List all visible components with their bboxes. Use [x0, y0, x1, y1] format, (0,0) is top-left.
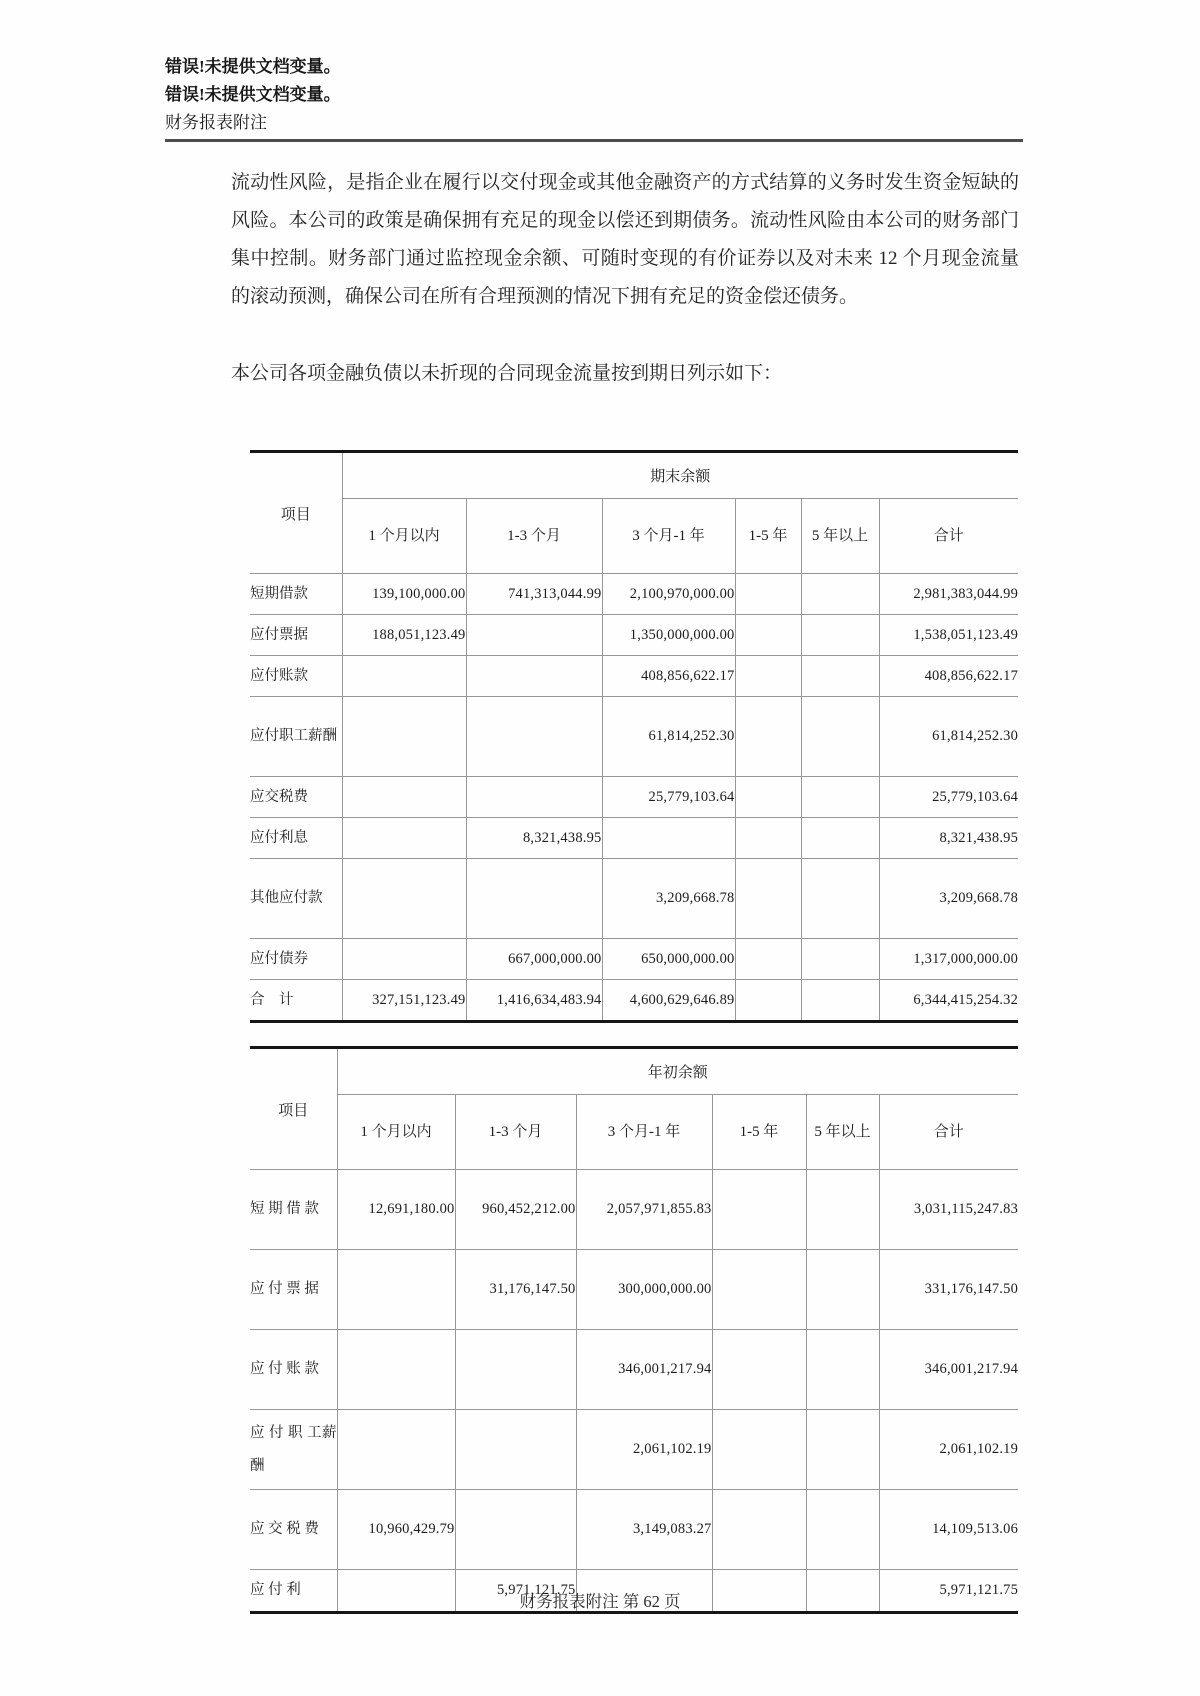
table-cell: 667,000,000.00: [466, 939, 602, 980]
table-cell: [801, 574, 879, 615]
t1-col-header: 1-5 年: [735, 499, 801, 574]
table-cell: [712, 1410, 806, 1490]
row-label: 短期借款: [250, 574, 342, 615]
table-cell: [342, 818, 466, 859]
table-cell: 8,321,438.95: [879, 818, 1018, 859]
table-cell: 25,779,103.64: [879, 777, 1018, 818]
row-label: 应 付 账 款: [250, 1330, 337, 1410]
table-row: [250, 777, 1018, 818]
t2-col-header: 3 个月-1 年: [576, 1095, 712, 1170]
table-cell: 5,971,121.75: [455, 1570, 576, 1613]
t1-item-header: 项目: [250, 452, 342, 574]
table-cell: [801, 656, 879, 697]
row-label: 应付利息: [250, 818, 342, 859]
paragraph-table-intro: 本公司各项金融负债以未折现的合同现金流量按到期日列示如下：: [231, 363, 783, 384]
row-label: 短 期 借 款: [250, 1170, 337, 1250]
table-cell: 1,317,000,000.00: [879, 939, 1018, 980]
table-cell: 650,000,000.00: [602, 939, 735, 980]
table-row: [250, 1410, 1018, 1490]
table-cell: 1,350,000,000.00: [602, 615, 735, 656]
table-cell: 12,691,180.00: [337, 1170, 455, 1250]
t1-col-header: 合计: [879, 499, 1018, 574]
t2-col-header: 1-5 年: [712, 1095, 806, 1170]
table-cell: 1,416,634,483.94: [466, 980, 602, 1022]
page-footer: 财务报表附注 第 62 页: [519, 1592, 681, 1611]
table-cell: 2,981,383,044.99: [879, 574, 1018, 615]
table-cell: 14,109,513.06: [879, 1490, 1018, 1570]
table-cell: 2,061,102.19: [576, 1410, 712, 1490]
table-cell: [342, 777, 466, 818]
table-cell: 327,151,123.49: [342, 980, 466, 1022]
table-row: [250, 1170, 1018, 1250]
table-cell: 300,000,000.00: [576, 1250, 712, 1330]
table-cell: 5,971,121.75: [879, 1570, 1018, 1613]
header-divider: [165, 139, 1023, 142]
table-cell: [466, 615, 602, 656]
table-cell: 61,814,252.30: [602, 697, 735, 777]
table-cell: [342, 939, 466, 980]
row-label: 应 交 税 费: [250, 1490, 337, 1570]
table-cell: 346,001,217.94: [576, 1330, 712, 1410]
table-cell: 8,321,438.95: [466, 818, 602, 859]
table-cell: 188,051,123.49: [342, 615, 466, 656]
table-cell: [712, 1490, 806, 1570]
table-cell: 408,856,622.17: [879, 656, 1018, 697]
table-cell: [806, 1250, 879, 1330]
table-cell: [806, 1330, 879, 1410]
table-cell: 331,176,147.50: [879, 1250, 1018, 1330]
table-row: [250, 656, 1018, 697]
t2-span-header: 年初余额: [337, 1048, 1018, 1095]
paragraph-liquidity-risk: 流动性风险，是指企业在履行以交付现金或其他金融资产的方式结算的义务时发生资金短缺的风险。本公司的政策是确保拥有充足的现金以偿还到期债务。流动性风险由本公司的财务部门集中控制。财务部门通过监控现金余额、可随时变现的有价证券以及对未来 12 个月现金流量的滚动预测，确保公司在所有合理预测的情况下拥有充足的资金偿还债务。: [231, 172, 1019, 307]
table-cell: 2,100,970,000.00: [602, 574, 735, 615]
row-label: 应 付 票 据: [250, 1250, 337, 1330]
table-cell: 408,856,622.17: [602, 656, 735, 697]
doc-header-variable-error-2: 错误!未提供文档变量。: [165, 85, 341, 104]
table-cell: [801, 615, 879, 656]
table-cell: [801, 980, 879, 1022]
table-cell: 741,313,044.99: [466, 574, 602, 615]
table-cell: 139,100,000.00: [342, 574, 466, 615]
doc-header-variable-error-1: 错误!未提供文档变量。: [165, 57, 341, 76]
row-label: 应付账款: [250, 656, 342, 697]
row-label: 应付职工薪酬: [250, 697, 342, 777]
table-cell: 960,452,212.00: [455, 1170, 576, 1250]
table-cell: [735, 615, 801, 656]
table-cell: [712, 1250, 806, 1330]
table-cell: [342, 697, 466, 777]
table-cell: 3,209,668.78: [602, 859, 735, 939]
table-cell: [801, 697, 879, 777]
t1-col-header: 1-3 个月: [466, 499, 602, 574]
t2-col-header: 5 年以上: [806, 1095, 879, 1170]
row-label: 应付票据: [250, 615, 342, 656]
table-cell: [342, 656, 466, 697]
t1-span-header: 期末余额: [342, 452, 1018, 499]
table-cell: [801, 939, 879, 980]
table-cell: [735, 980, 801, 1022]
table-period-end-balance: [250, 450, 1018, 1023]
table-row: [250, 1490, 1018, 1570]
row-label: 应 付 职 工薪酬: [250, 1410, 337, 1490]
table-cell: [712, 1170, 806, 1250]
table-cell: [342, 859, 466, 939]
table-cell: [735, 859, 801, 939]
table-cell: 3,149,083.27: [576, 1490, 712, 1570]
row-label: 应 付 利: [250, 1570, 337, 1613]
t1-col-header: 5 年以上: [801, 499, 879, 574]
t1-col-header: 1 个月以内: [342, 499, 466, 574]
table-cell: [466, 656, 602, 697]
table-year-begin-balance: [250, 1046, 1018, 1614]
t2-item-header: 项目: [250, 1048, 337, 1170]
table-cell: [801, 818, 879, 859]
table-cell: [466, 697, 602, 777]
table-cell: [455, 1330, 576, 1410]
table-cell: 6,344,415,254.32: [879, 980, 1018, 1022]
table-cell: [337, 1410, 455, 1490]
table-cell: [735, 656, 801, 697]
table-cell: 1,538,051,123.49: [879, 615, 1018, 656]
table-cell: 25,779,103.64: [602, 777, 735, 818]
t1-col-header: 3 个月-1 年: [602, 499, 735, 574]
table-cell: [806, 1410, 879, 1490]
row-label: 合 计: [250, 980, 342, 1022]
table-cell: [455, 1490, 576, 1570]
table-cell: [806, 1170, 879, 1250]
table-cell: 2,061,102.19: [879, 1410, 1018, 1490]
table-row: [250, 1250, 1018, 1330]
table-cell: [801, 859, 879, 939]
table-cell: [337, 1330, 455, 1410]
table-row: [250, 818, 1018, 859]
table-cell: [735, 818, 801, 859]
t2-col-header: 合计: [879, 1095, 1018, 1170]
table-cell: [735, 574, 801, 615]
row-label: 其他应付款: [250, 859, 342, 939]
table-cell: [801, 777, 879, 818]
t2-col-header: 1-3 个月: [455, 1095, 576, 1170]
table-cell: [466, 777, 602, 818]
table-cell: 3,031,115,247.83: [879, 1170, 1018, 1250]
doc-header-title: 财务报表附注: [165, 113, 267, 132]
table-row: [250, 939, 1018, 980]
table-cell: 31,176,147.50: [455, 1250, 576, 1330]
table-cell: 346,001,217.94: [879, 1330, 1018, 1410]
table-cell: [735, 939, 801, 980]
table-total-row: [250, 980, 1018, 1022]
table-cell: 2,057,971,855.83: [576, 1170, 712, 1250]
row-label: 应付债券: [250, 939, 342, 980]
table-row: [250, 697, 1018, 777]
table-cell: 61,814,252.30: [879, 697, 1018, 777]
table-cell: 3,209,668.78: [879, 859, 1018, 939]
table-row: [250, 859, 1018, 939]
table-cell: [806, 1490, 879, 1570]
table-row: [250, 574, 1018, 615]
table-cell: [337, 1250, 455, 1330]
table-cell: [735, 777, 801, 818]
t2-col-header: 1 个月以内: [337, 1095, 455, 1170]
table-row: [250, 615, 1018, 656]
row-label: 应交税费: [250, 777, 342, 818]
table-cell: 10,960,429.79: [337, 1490, 455, 1570]
table-cell: [466, 859, 602, 939]
table-row: [250, 1330, 1018, 1410]
table-cell: [455, 1410, 576, 1490]
table-cell: [712, 1330, 806, 1410]
table-cell: 4,600,629,646.89: [602, 980, 735, 1022]
table-cell: [602, 818, 735, 859]
table-cell: [735, 697, 801, 777]
